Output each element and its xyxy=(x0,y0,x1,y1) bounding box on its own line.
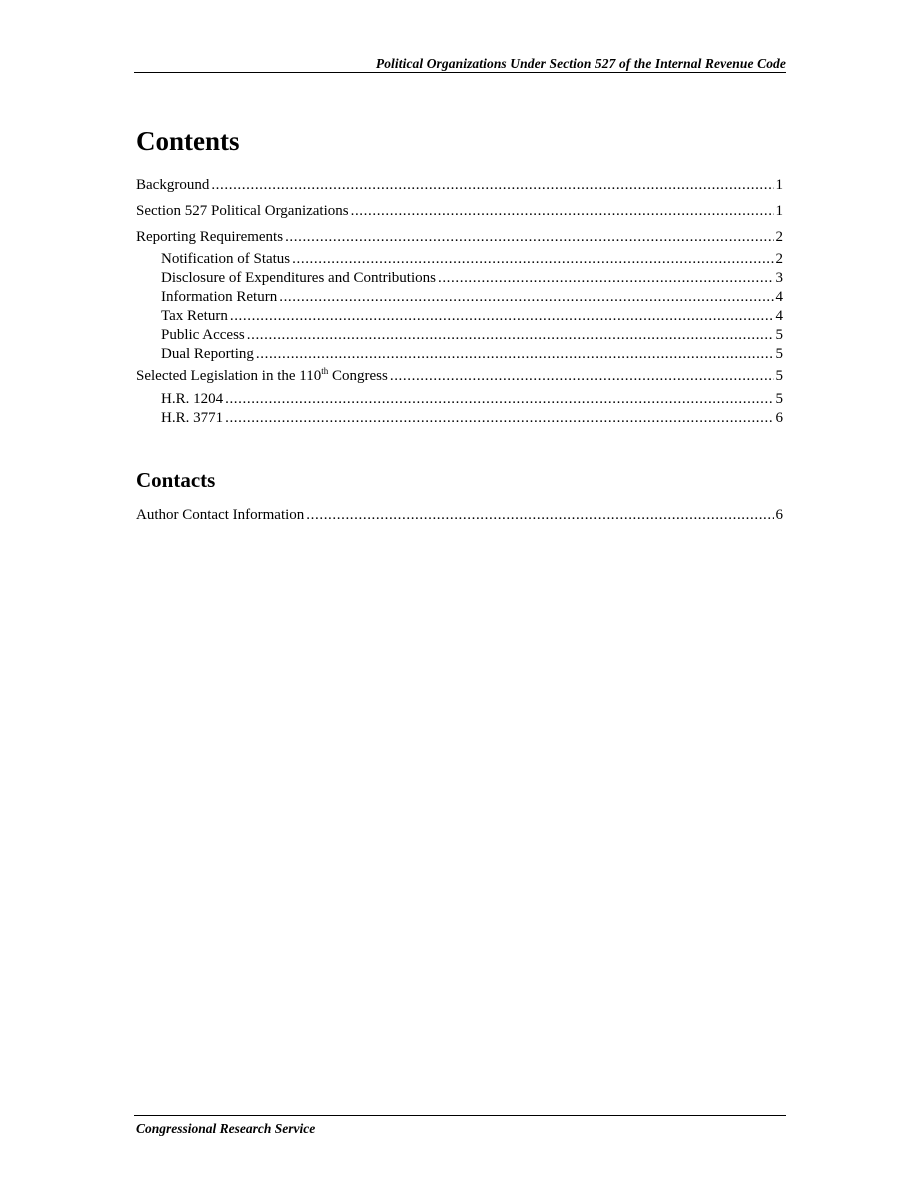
toc-entry-title: Reporting Requirements xyxy=(136,229,284,245)
toc-entry-title: Notification of Status xyxy=(161,251,291,267)
toc-entry-background[interactable] xyxy=(136,176,783,195)
dot-leader xyxy=(225,390,773,409)
dot-leader xyxy=(292,250,773,269)
toc-entry-title: Dual Reporting xyxy=(161,346,254,362)
dot-leader xyxy=(279,288,773,307)
toc-entry-section-527-political-organizations[interactable] xyxy=(136,202,783,221)
dot-leader xyxy=(306,506,773,525)
dot-leader xyxy=(285,228,773,247)
contents-heading: Contents xyxy=(136,126,240,156)
toc-entry-title: Background xyxy=(136,177,210,193)
toc-entry-title: Section 527 Political Organizations xyxy=(136,203,349,219)
dot-leader xyxy=(390,367,774,386)
toc-entry-disclosure-of-expenditures[interactable] xyxy=(161,269,783,288)
toc-entry-public-access[interactable] xyxy=(161,326,783,345)
toc-entry-tax-return[interactable] xyxy=(161,307,783,326)
toc-entry-page: 6 xyxy=(775,410,783,426)
header-rule xyxy=(134,72,786,73)
toc-entry-hr-1204[interactable] xyxy=(161,390,783,409)
dot-leader xyxy=(247,326,774,345)
toc-entry-page: 1 xyxy=(775,203,783,219)
toc-entry-page: 2 xyxy=(775,229,783,245)
dot-leader xyxy=(438,269,774,288)
toc-entry-title: H.R. 1204 xyxy=(161,391,224,407)
running-footer: Congressional Research Service xyxy=(136,1121,316,1136)
dot-leader xyxy=(256,345,774,364)
dot-leader xyxy=(351,202,774,221)
toc-entry-page: 5 xyxy=(775,391,783,407)
toc-entry-page: 3 xyxy=(775,270,783,286)
toc-entry-title-rest: Congress xyxy=(328,368,388,384)
toc-entry-dual-reporting[interactable] xyxy=(161,345,783,364)
toc-entry-reporting-requirements[interactable] xyxy=(136,228,783,247)
toc-entry-page: 5 xyxy=(775,368,783,384)
toc-entry-page: 2 xyxy=(775,251,783,267)
toc-entry-page: 5 xyxy=(775,346,783,362)
toc-entry-title: Information Return xyxy=(161,289,278,305)
toc-entry-page: 6 xyxy=(775,507,783,523)
contacts-heading: Contacts xyxy=(136,468,216,492)
ordinal-suffix: th xyxy=(321,366,329,376)
toc-entry-title: Tax Return xyxy=(161,308,228,324)
running-header: Political Organizations Under Section 527 of the Internal Revenue Code xyxy=(375,56,786,71)
toc-entry-page: 4 xyxy=(775,308,783,324)
toc-entry-title xyxy=(136,367,388,386)
toc-entry-title: Author Contact Information xyxy=(136,507,305,523)
toc-entry-title: H.R. 3771 xyxy=(161,410,224,426)
toc-entry-author-contact-information[interactable] xyxy=(136,506,783,525)
toc-entry-notification-of-status[interactable] xyxy=(161,250,783,269)
toc-entry-page: 4 xyxy=(775,289,783,305)
toc-entry-page: 5 xyxy=(775,327,783,343)
dot-leader xyxy=(225,409,773,428)
toc-entry-page: 1 xyxy=(775,177,783,193)
toc-entry-selected-legislation[interactable] xyxy=(136,367,783,386)
toc-entry-information-return[interactable] xyxy=(161,288,783,307)
toc-entry-title: Public Access xyxy=(161,327,245,343)
dot-leader xyxy=(230,307,774,326)
footer-rule xyxy=(134,1115,786,1116)
toc-entry-title-main: Selected Legislation in the 110 xyxy=(136,368,322,384)
toc-entry-hr-3771[interactable] xyxy=(161,409,783,428)
toc-entry-title: Disclosure of Expenditures and Contributions xyxy=(161,270,436,286)
dot-leader xyxy=(211,176,773,195)
